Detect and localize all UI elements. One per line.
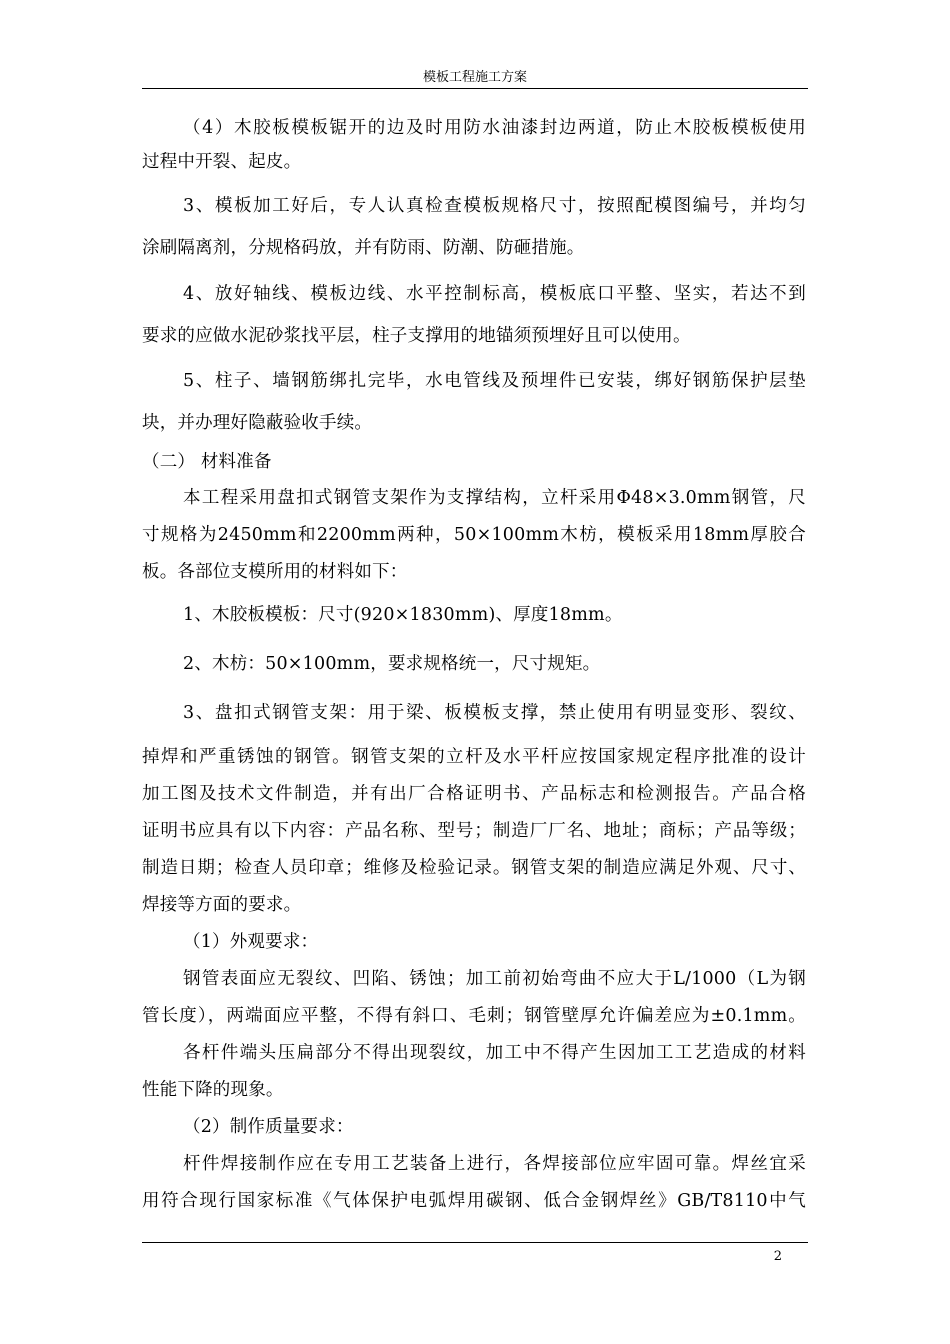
text-line: 加工图及技术文件制造，并有出厂合格证明书、产品标志和检测报告。产品合格 <box>142 784 806 804</box>
text-line: 杆件焊接制作应在专用工艺装备上进行，各焊接部位应牢固可靠。焊丝宜采 <box>183 1154 806 1174</box>
text-line: 1、木胶板模板：尺寸(920×1830mm)、厚度18mm。 <box>183 605 623 625</box>
text-line: 5、柱子、墙钢筋绑扎完毕，水电管线及预埋件已安装，绑好钢筋保护层垫 <box>183 371 806 391</box>
sub-heading: （1）外观要求： <box>183 932 319 952</box>
text-line: 焊接等方面的要求。 <box>142 895 302 915</box>
text-line: （4）木胶板模板锯开的边及时用防水油漆封边两道，防止木胶板模板使用 <box>183 118 806 138</box>
text-line: 过程中开裂、起皮。 <box>142 152 302 172</box>
text-line: 涂刷隔离剂，分规格码放，并有防雨、防潮、防砸措施。 <box>142 238 585 258</box>
text-line: 3、模板加工好后，专人认真检查模板规格尺寸，按照配模图编号，并均匀 <box>183 196 806 216</box>
text-line: 用符合现行国家标准《气体保护电弧焊用碳钢、低合金钢焊丝》GB/T8110中气 <box>142 1191 806 1211</box>
text-line: 性能下降的现象。 <box>142 1080 284 1100</box>
text-line: 寸规格为2450mm和2200mm两种，50×100mm木枋，模板采用18mm厚胶合 <box>142 525 806 545</box>
text-line: 管长度），两端面应平整，不得有斜口、毛刺；钢管壁厚允许偏差应为±0.1mm。 <box>142 1006 806 1026</box>
text-line: 3、盘扣式钢管支架：用于梁、板模板支撑，禁止使用有明显变形、裂纹、 <box>183 703 806 723</box>
footer-divider <box>142 1242 808 1243</box>
text-line: 钢管表面应无裂纹、凹陷、锈蚀；加工前初始弯曲不应大于L/1000（L为钢 <box>183 969 806 989</box>
text-line: 4、放好轴线、模板边线、水平控制标高，模板底口平整、坚实，若达不到 <box>183 284 806 304</box>
text-line: 本工程采用盘扣式钢管支架作为支撑结构，立杆采用Φ48×3.0mm钢管，尺 <box>183 488 806 508</box>
sub-heading: （2）制作质量要求： <box>183 1117 354 1137</box>
page-header-title: 模板工程施工方案 <box>422 70 527 85</box>
text-line: 2、木枋：50×100mm，要求规格统一，尺寸规矩。 <box>183 654 601 674</box>
text-line: 要求的应做水泥砂浆找平层，柱子支撑用的地锚须预埋好且可以使用。 <box>142 326 691 346</box>
page-number: 2 <box>773 1249 782 1264</box>
text-line: 板。各部位支模所用的材料如下： <box>142 562 408 582</box>
text-line: 块，并办理好隐蔽验收手续。 <box>142 413 373 433</box>
section-heading: （二） 材料准备 <box>142 452 272 472</box>
header-divider <box>142 88 808 89</box>
text-line: 证明书应具有以下内容：产品名称、型号；制造厂厂名、地址；商标；产品等级； <box>142 821 806 841</box>
text-line: 各杆件端头压扁部分不得出现裂纹，加工中不得产生因加工工艺造成的材料 <box>183 1043 806 1063</box>
text-line: 制造日期；检查人员印章；维修及检验记录。钢管支架的制造应满足外观、尺寸、 <box>142 858 806 878</box>
text-line: 掉焊和严重锈蚀的钢管。钢管支架的立杆及水平杆应按国家规定程序批准的设计 <box>142 747 806 767</box>
